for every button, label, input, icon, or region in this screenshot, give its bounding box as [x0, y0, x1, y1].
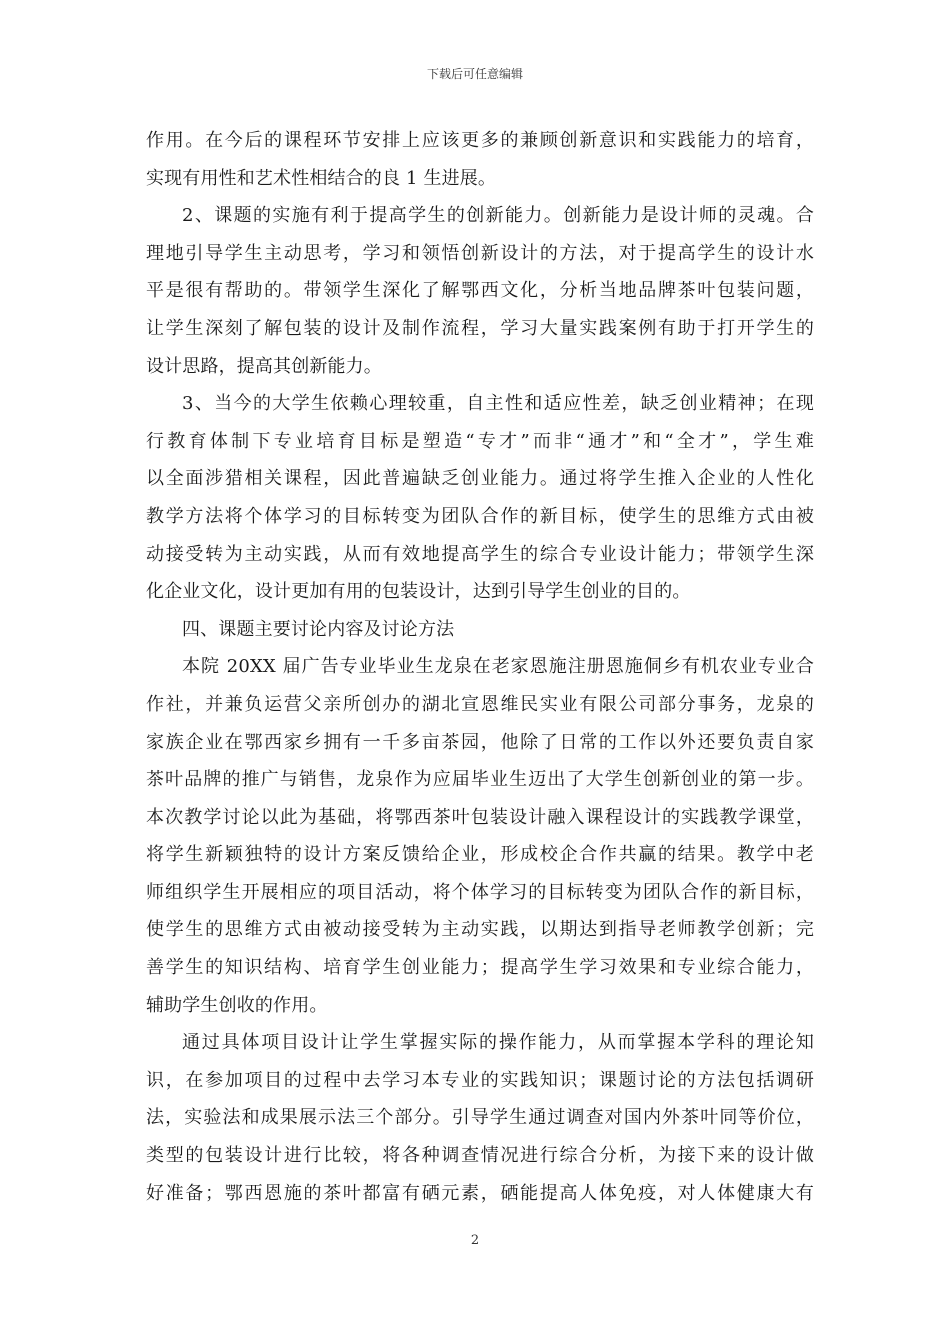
body-text-line: 3、当今的大学生依赖心理较重，自主性和适应性差，缺乏创业精神；在现 [182, 393, 814, 415]
body-text-line: 家族企业在鄂西家乡拥有一千多亩茶园，他除了日常的工作以外还要负责自家 [146, 731, 814, 753]
body-text-line: 辅助学生创收的作用。 [146, 994, 328, 1016]
body-text-line: 实现有用性和艺术性相结合的良 1 生进展。 [146, 167, 497, 189]
body-text-line: 师组织学生开展相应的项目活动，将个体学习的目标转变为团队合作的新目标， [146, 881, 814, 903]
page-number: 2 [470, 1233, 480, 1248]
body-text-line: 法，实验法和成果展示法三个部分。引导学生通过调查对国内外茶叶同等价位， [146, 1107, 814, 1129]
body-text-line: 动接受转为主动实践，从而有效地提高学生的综合专业设计能力；带领学生深 [146, 543, 814, 565]
body-text-line: 使学生的思维方式由被动接受转为主动实践，以期达到指导老师教学创新；完 [146, 919, 814, 941]
body-text-line: 让学生深刻了解包装的设计及制作流程，学习大量实践案例有助于打开学生的 [146, 317, 814, 339]
body-text-line: 化企业文化，设计更加有用的包装设计，达到引导学生创业的目的。 [146, 581, 691, 603]
body-text-line: 作社，并兼负运营父亲所创办的湖北宣恩维民实业有限公司部分事务，龙泉的 [146, 693, 814, 715]
body-text-line: 茶叶品牌的推广与销售，龙泉作为应届毕业生迈出了大学生创新创业的第一步。 [146, 769, 814, 791]
body-text-line: 本次教学讨论以此为基础，将鄂西茶叶包装设计融入课程设计的实践教学课堂， [146, 806, 814, 828]
body-text-line: 行教育体制下专业培育目标是塑造“专才”而非“通才”和“全才”，学生难 [146, 430, 814, 452]
body-text-line: 好准备；鄂西恩施的茶叶都富有硒元素，硒能提高人体免疫，对人体健康大有 [146, 1182, 814, 1204]
body-text-line: 善学生的知识结构、培育学生创业能力；提高学生学习效果和专业综合能力， [146, 957, 814, 979]
body-text-line: 识，在参加项目的过程中去学习本专业的实践知识；课题讨论的方法包括调研 [146, 1069, 814, 1091]
body-text-line: 以全面涉猎相关课程，因此普遍缺乏创业能力。通过将学生推入企业的人性化 [146, 468, 814, 490]
body-text-line: 类型的包装设计进行比较，将各种调查情况进行综合分析，为接下来的设计做 [146, 1145, 814, 1167]
page-header: 下载后可任意编辑 [426, 67, 523, 81]
body-text-line: 平是很有帮助的。带领学生深化了解鄂西文化，分析当地品牌茶叶包装问题， [146, 280, 814, 302]
body-text-line: 将学生新颖独特的设计方案反馈给企业，形成校企合作共赢的结果。教学中老 [146, 844, 814, 866]
body-text-line: 理地引导学生主动思考，学习和领悟创新设计的方法，对于提高学生的设计水 [146, 242, 814, 264]
body-text-line: 教学方法将个体学习的目标转变为团队合作的新目标，使学生的思维方式由被 [146, 505, 814, 527]
body-text-line: 通过具体项目设计让学生掌握实际的操作能力，从而掌握本学科的理论知 [182, 1032, 814, 1054]
body-text-line: 设计思路，提高其创新能力。 [146, 355, 382, 377]
body-text-line: 2、课题的实施有利于提高学生的创新能力。创新能力是设计师的灵魂。合 [182, 205, 814, 227]
body-text-line: 四、课题主要讨论内容及讨论方法 [182, 618, 455, 640]
document-body [146, 122, 814, 1212]
body-text-line: 本院 20XX 届广告专业毕业生龙泉在老家恩施注册恩施侗乡有机农业专业合 [182, 656, 814, 678]
body-text-line: 作用。在今后的课程环节安排上应该更多的兼顾创新意识和实践能力的培育， [146, 130, 814, 151]
